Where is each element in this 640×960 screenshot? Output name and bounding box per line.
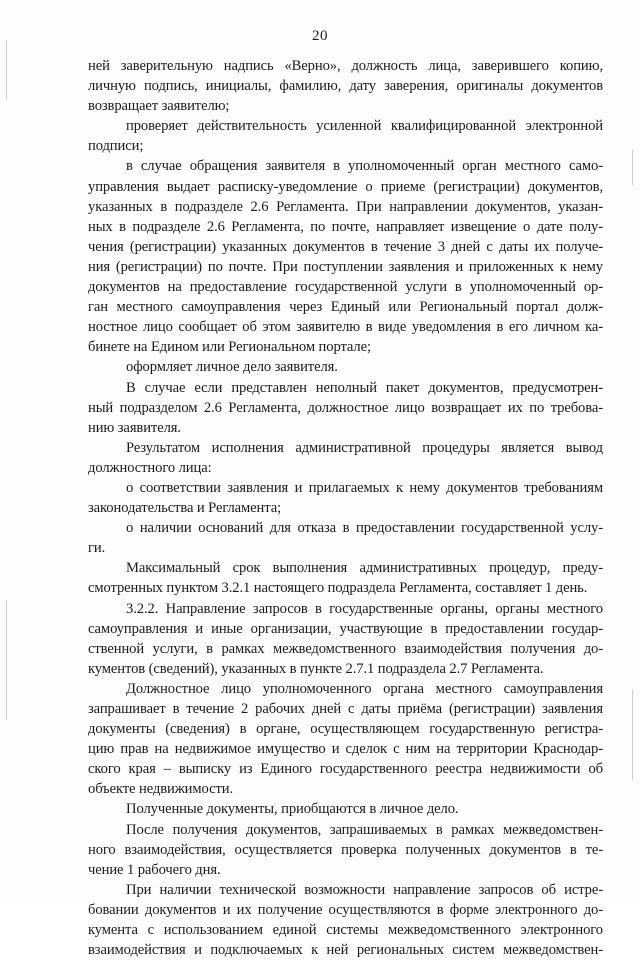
text-line: личную подпись, инициалы, фамилию, дату заверения, оригиналы документов <box>88 78 603 95</box>
text-line: о наличии оснований для отказа в предоставлении государственной услу- <box>126 520 603 537</box>
text-line: смотренных пунктом 3.2.1 настоящего подраздела Регламента, составляет 1 день. <box>88 580 588 597</box>
text-line: чение 1 рабочего дня. <box>88 861 221 878</box>
text-line: кументов (сведений), указанных в пункте 2.7.1 подраздела 2.7 Регламента. <box>88 660 544 677</box>
text-line: ского края – выписку из Единого государственного реестра недвижимости об <box>88 761 603 778</box>
text-line: должностного лица: <box>88 459 212 476</box>
text-line: документов на предоставление государственной услуги в уполномоченный ор- <box>88 279 603 296</box>
text-line: бинете на Едином или Региональном портале; <box>88 339 371 356</box>
scan-margin-mark <box>632 690 633 780</box>
text-line: После получения документов, запрашиваемых в рамках межведомствен- <box>126 821 603 838</box>
text-line: ный подразделом 2.6 Регламента, должностное лицо возвращает их по требова- <box>88 399 603 416</box>
text-line: в случае обращения заявителя в уполномоченный орган местного само- <box>126 158 603 175</box>
text-line: законодательства и Регламента; <box>88 500 282 517</box>
text-line: цию прав на недвижимое имущество и сделок с ним на территории Краснодар- <box>88 741 603 758</box>
text-line: ган местного самоуправления через Единый или Региональный портал долж- <box>88 299 603 316</box>
text-line: кумента с использованием единой системы межведомственного электронного <box>88 922 603 939</box>
body-text <box>88 56 603 960</box>
text-line: указанных в подразделе 2.6 Регламента. При направлении документов, указан- <box>88 198 603 215</box>
page-number: 20 <box>312 28 328 44</box>
text-line: В случае если представлен неполный пакет документов, предусмотрен- <box>126 379 603 396</box>
text-line: 3.2.2. Направление запросов в государственные органы, органы местного <box>126 600 603 617</box>
text-line: взаимодействия и подключаемых к ней региональных систем межведомствен- <box>88 942 603 959</box>
text-line: ния (регистрации) по почте. При поступлении заявления и приложенных к нему <box>88 258 603 275</box>
text-line: управления выдает расписку-уведомление о приеме (регистрации) документов, <box>88 178 603 195</box>
text-line: ги. <box>88 540 106 557</box>
scan-margin-mark <box>6 600 7 720</box>
text-line: проверяет действительность усиленной квалифицированной электронной <box>126 118 603 135</box>
text-line: самоуправления и иные организации, участвующие в предоставлении государ- <box>88 620 603 637</box>
text-line: объекте недвижимости. <box>88 781 234 798</box>
text-line: документы (сведения) в органе, осуществляющем государственную регистра- <box>88 721 603 738</box>
text-line: нию заявителя. <box>88 419 181 436</box>
text-line: Максимальный срок выполнения административных процедур, преду- <box>126 560 603 577</box>
text-line: При наличии технической возможности направление запросов об истре- <box>126 881 603 898</box>
text-line: Должностное лицо уполномоченного органа местного самоуправления <box>126 680 603 697</box>
text-line: ного взаимодействия, осуществляется проверка полученных документов в те- <box>88 841 603 858</box>
text-line: Полученные документы, приобщаются в личное дело. <box>126 801 459 818</box>
text-line: подписи; <box>88 138 144 155</box>
text-line: бовании документов и их получение осуществляются в форме электронного до- <box>88 901 603 918</box>
text-line: ственной услуги, в рамках межведомственного взаимодействия получения до- <box>88 640 603 657</box>
text-line: ных в подразделе 2.6 Регламента, по почте, направляет извещение о дате полу- <box>88 218 603 235</box>
text-line: возвращает заявителю; <box>88 98 230 115</box>
scan-margin-mark <box>6 40 7 100</box>
text-line: ностное лицо сообщает об этом заявителю в виде уведомления в его личном ка- <box>88 319 603 336</box>
text-line: о соответствии заявления и прилагаемых к нему документов требованиям <box>126 479 603 496</box>
text-line: Результатом исполнения административной процедуры является вывод <box>126 439 603 456</box>
text-line: оформляет личное дело заявителя. <box>126 359 338 376</box>
scan-margin-mark <box>632 150 633 185</box>
text-line: ней заверительную надпись «Верно», должность лица, заверившего копию, <box>88 58 603 74</box>
text-line: запрашивает в течение 2 рабочих дней с даты приёма (регистрации) заявления <box>88 701 603 717</box>
text-line: чения (регистрации) указанных документов в течение 3 дней с даты их получе- <box>88 238 603 255</box>
